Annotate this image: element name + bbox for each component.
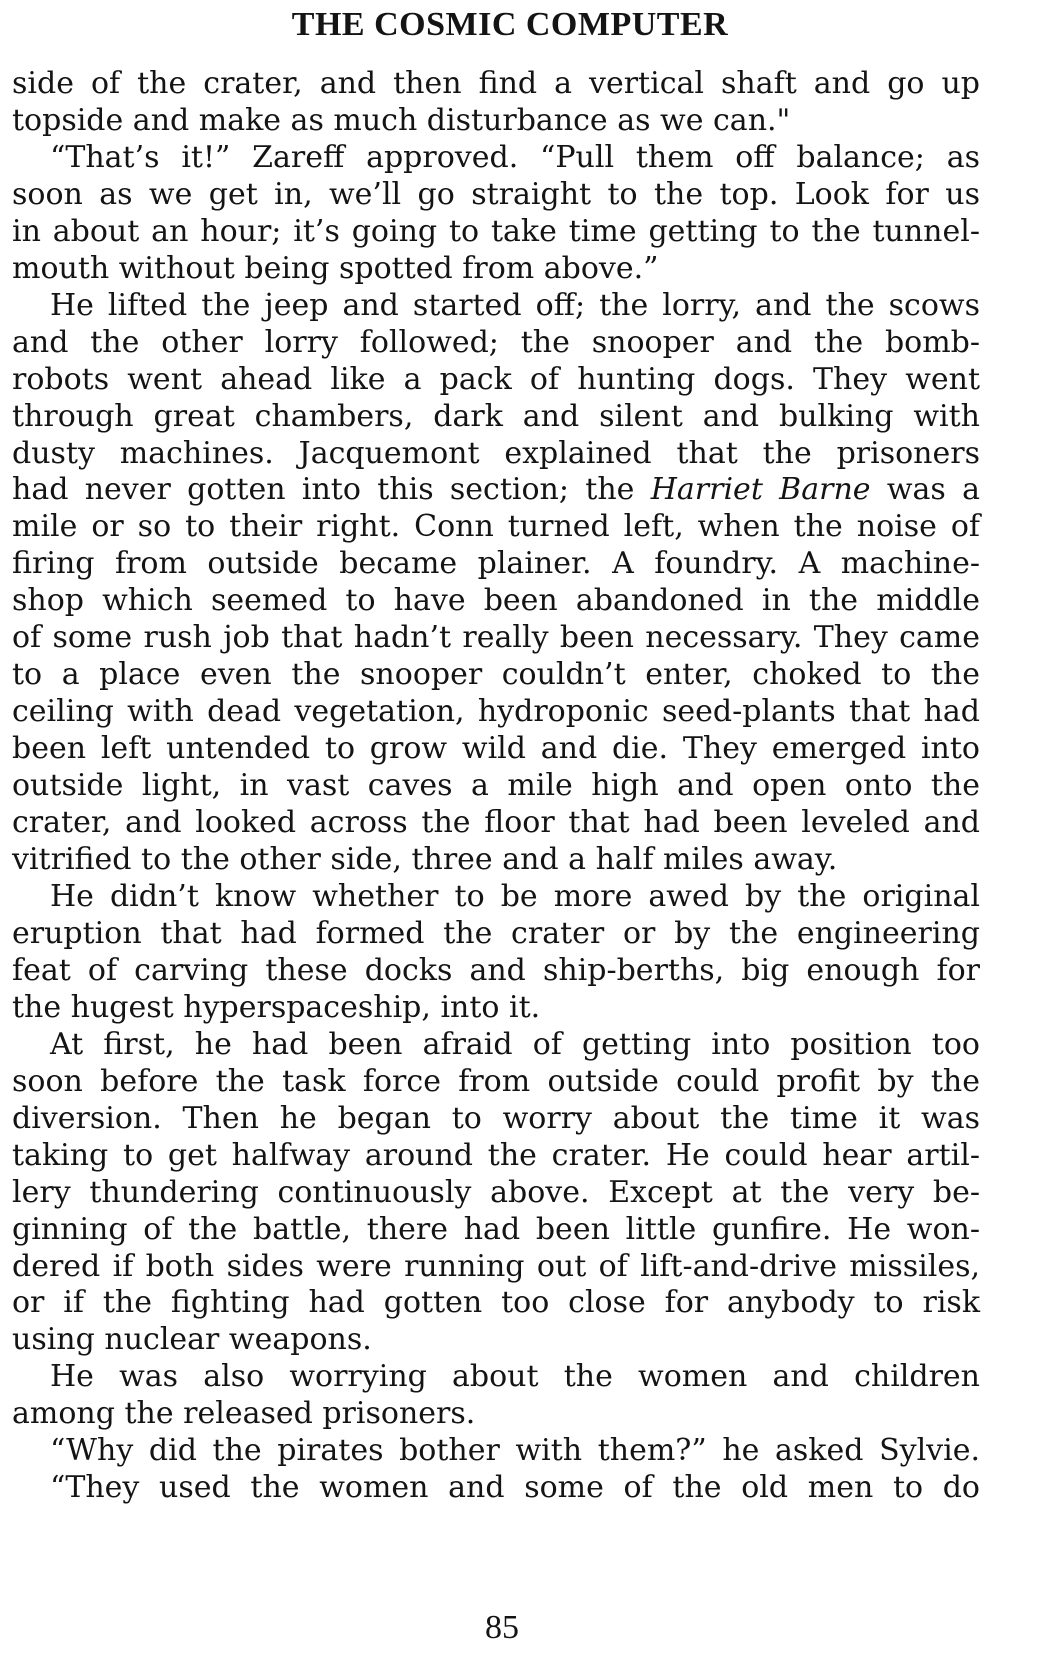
text-line: shop which seemed to have been abandoned in the middle	[12, 583, 980, 619]
text-line: side of the crater, and then find a vertical shaft and go up	[12, 66, 980, 101]
running-title: THE COSMIC COMPUTER	[291, 6, 729, 43]
text-line: outside light, in vast caves a mile high and open onto the	[12, 768, 980, 804]
text-line: and the other lorry followed; the snooper and the bomb-	[12, 324, 980, 360]
line-prefix: had never gotten into this section; the	[12, 472, 635, 508]
text-line: eruption that had formed the crater or by the engineering	[12, 915, 980, 951]
text-line: or if the fighting had gotten too close for anybody to risk	[12, 1285, 980, 1321]
text-line: dered if both sides were running out of lift-and-drive missiles,	[12, 1248, 980, 1284]
text-line: He lifted the jeep and started off; the lorry, and the scows	[50, 287, 980, 323]
text-line: “Why did the pirates bother with them?” he asked Sylvie.	[50, 1433, 980, 1469]
text-line: At first, he had been afraid of getting into position too	[50, 1026, 980, 1062]
paragraph	[12, 288, 980, 879]
text-line: vitrified to the other side, three and a half miles away.	[12, 842, 838, 878]
text-line: mouth without being spotted from above.”	[12, 250, 659, 286]
text-line: of some rush job that hadn’t really been necessary. They came	[12, 620, 980, 656]
text-line: firing from outside became plainer. A foundry. A machine-	[12, 546, 980, 582]
text-line: ceiling with dead vegetation, hydroponic seed-plants that had	[12, 694, 980, 730]
paragraph	[12, 879, 980, 1027]
text-line: feat of carving these docks and ship-berths, big enough for	[12, 952, 980, 988]
paragraph	[12, 1470, 980, 1507]
text-line: topside and make as much disturbance as we can."	[12, 102, 791, 138]
text-line: “That’s it!” Zareff approved. “Pull them off balance; as	[50, 139, 980, 175]
text-line: soon before the task force from outside could profit by the	[12, 1063, 980, 1099]
paragraph	[12, 140, 980, 288]
ship-name: Harriet Barne	[650, 472, 871, 508]
text-line: among the released prisoners.	[12, 1396, 476, 1432]
text-line: He didn’t know whether to be more awed by the original	[50, 878, 980, 914]
text-line: soon as we get in, we’ll go straight to the top. Look for us	[12, 176, 980, 212]
text-line: “They used the women and some of the old men to do	[50, 1470, 980, 1506]
text-line: He was also worrying about the women and children	[50, 1359, 980, 1395]
text-line: crater, and looked across the floor that had been leveled and	[12, 805, 980, 841]
text-line: taking to get halfway around the crater. He could hear artil-	[12, 1137, 980, 1173]
text-line: to a place even the snooper couldn’t enter, choked to the	[12, 657, 980, 693]
text-line: through great chambers, dark and silent and bulking with	[12, 398, 980, 434]
text-line-with-ship-name	[12, 472, 980, 509]
text-line: using nuclear weapons.	[12, 1322, 372, 1358]
line-suffix: was a	[886, 472, 980, 508]
paragraph	[12, 1359, 980, 1433]
text-line: in about an hour; it’s going to take time getting to the tunnel-	[12, 213, 980, 249]
body-text	[12, 66, 980, 1507]
page-number: 85	[485, 1609, 519, 1646]
text-line: robots went ahead like a pack of hunting dogs. They went	[12, 361, 980, 397]
paragraph	[12, 1027, 980, 1360]
text-line: dusty machines. Jacquemont explained that the prisoners	[12, 435, 980, 471]
text-line: the hugest hyperspaceship, into it.	[12, 989, 541, 1025]
paragraph	[12, 66, 980, 140]
text-line: lery thundering continuously above. Except at the very be-	[12, 1174, 980, 1210]
text-line: mile or so to their right. Conn turned left, when the noise of	[12, 509, 980, 545]
text-line: diversion. Then he began to worry about the time it was	[12, 1100, 980, 1136]
text-line: ginning of the battle, there had been little gunfire. He won-	[12, 1211, 980, 1247]
paragraph	[12, 1433, 980, 1470]
text-line: been left untended to grow wild and die. They emerged into	[12, 731, 980, 767]
